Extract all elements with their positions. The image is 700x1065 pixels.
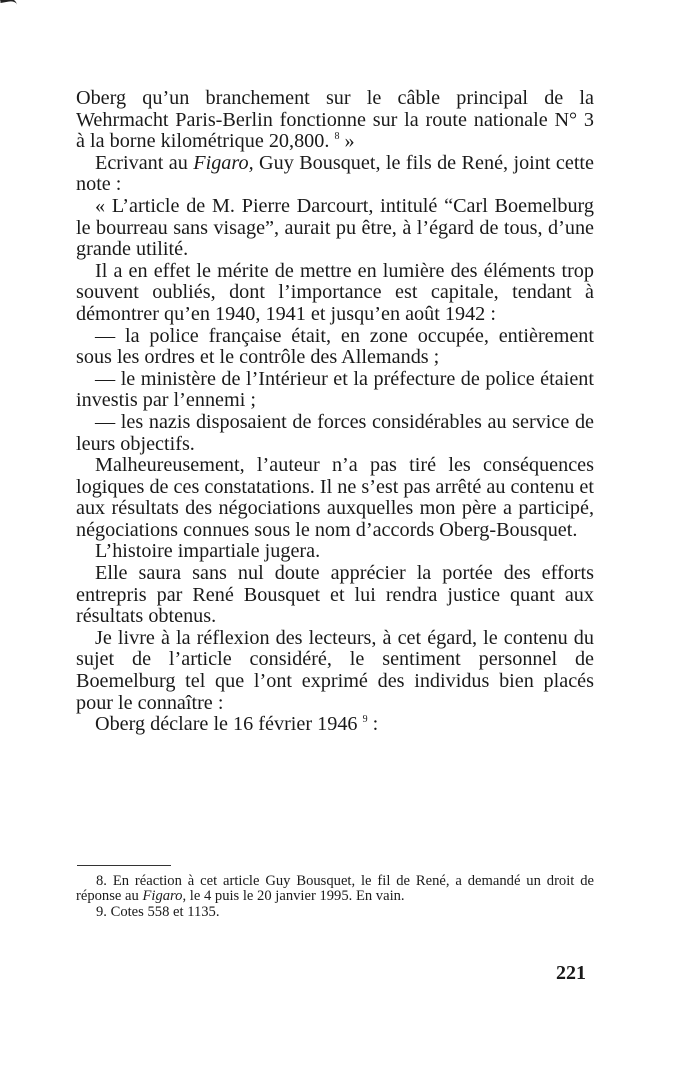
footnote-reference: 8: [334, 131, 340, 143]
paragraph: [76, 455, 594, 541]
paragraph: [76, 261, 594, 326]
footnote-reference: 9: [362, 714, 368, 726]
paragraph: [76, 541, 594, 563]
paragraph: [76, 563, 594, 628]
page-body-text: [76, 88, 594, 736]
text-run: »: [339, 130, 355, 153]
text-run: Guy Bousquet, le fils de René, joint cette note :: [76, 151, 594, 196]
footnote-separator-rule: [77, 865, 171, 866]
text-run: Elle saura sans nul doute apprécier la portée des efforts entrepris par René Bousquet et lui rendra justice quant aux résultats obtenus.: [76, 562, 594, 628]
text-run: 9. Cotes 558 et 1135.: [96, 903, 220, 920]
italic-title: Figaro: [142, 888, 183, 905]
text-run: Ecrivant au: [95, 151, 194, 174]
text-run: Oberg déclare le 16 février 1946: [95, 713, 363, 736]
text-run: Malheureusement, l’auteur n’a pas tiré les conséquences logiques de ces constatations. Il ne s’est pas arrêté au contenu et aux résultats des négociations auxquelles mon père a participé, négociations connues sous le nom d’accords Oberg-Bousquet.: [76, 454, 594, 541]
text-run: « L’article de M. Pierre Darcourt, intitulé “Carl Boemelburg le bourreau sans visage”, aurait pu être, à l’égard de tous, d’une grande utilité.: [76, 194, 594, 261]
text-run: , le 4 puis le 20 janvier 1995. En vain.: [182, 888, 405, 905]
paragraph: [76, 628, 594, 714]
scan-corner-mark: [0, 0, 17, 9]
paragraph: [76, 714, 594, 736]
paragraph: [76, 196, 594, 261]
footnote: [76, 874, 594, 905]
paragraph: [76, 326, 594, 369]
text-run: — les nazis disposaient de forces considérables au service de leurs objectifs.: [76, 410, 594, 455]
paragraph: [76, 153, 594, 196]
text-run: Oberg qu’un branchement sur le câble principal de la Wehrmacht Paris-Berlin fonctionne sur la route nationale N° 3 à la borne kilométrique 20,800.: [76, 87, 594, 153]
text-run: Il a en effet le mérite de mettre en lumière des éléments trop souvent oubliés, dont l’importance est capitale, tendant à démontrer qu’en 1940, 1941 et jusqu’en août 1942 :: [76, 259, 594, 325]
footnote: [76, 905, 594, 920]
page-number: 221: [556, 962, 586, 984]
text-run: — la police française était, en zone occupée, entièrement sous les ordres et le contrôle des Allemands ;: [76, 324, 594, 369]
text-run: Je livre à la réflexion des lecteurs, à cet égard, le contenu du sujet de l’article considéré, le sentiment personnel de Boemelburg tel que l’ont exprimé des individus bien placés pour le connaître :: [76, 626, 594, 714]
text-run: 8. En réaction à cet article Guy Bousquet, le fil de René, a demandé un droit de réponse au: [76, 873, 594, 905]
footnotes: [76, 874, 594, 920]
paragraph: [76, 369, 594, 412]
paragraph: [76, 88, 594, 153]
text-run: L’histoire impartiale jugera.: [95, 540, 321, 563]
text-run: — le ministère de l’Intérieur et la préfecture de police étaient investis par l’ennemi ;: [76, 367, 594, 412]
text-run: :: [367, 713, 379, 736]
italic-title: Figaro,: [193, 151, 254, 174]
paragraph: [76, 412, 594, 455]
